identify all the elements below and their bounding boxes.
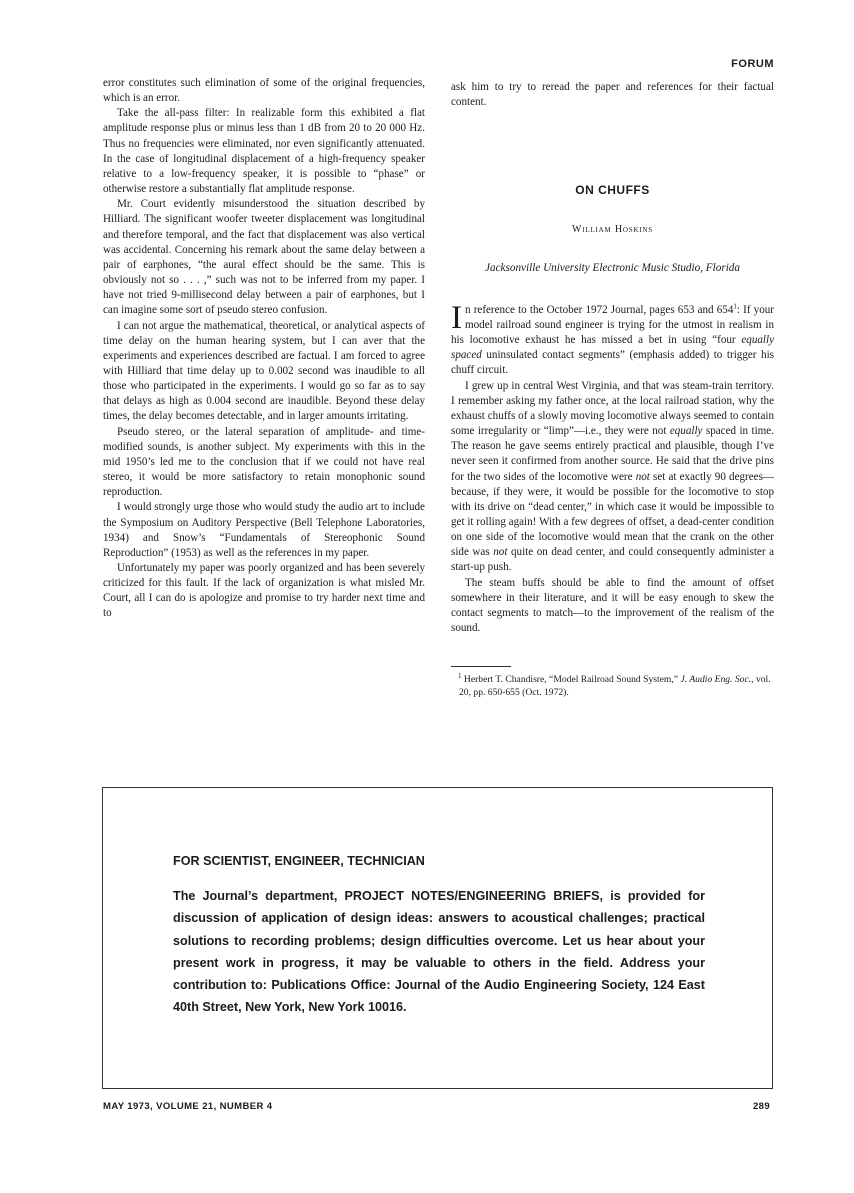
emphasis: equally spaced xyxy=(451,334,774,362)
issue-info: MAY 1973, VOLUME 21, NUMBER 4 xyxy=(103,1101,273,1112)
paragraph: error constitutes such elimination of some of the original frequencies, which is an error. xyxy=(103,77,425,105)
author-affiliation: Jacksonville University Electronic Music Studio, Florida xyxy=(485,261,740,274)
notice-heading: FOR SCIENTIST, ENGINEER, TECHNICIAN xyxy=(173,854,425,868)
page-number: 289 xyxy=(753,1101,771,1112)
paragraph xyxy=(451,379,774,576)
notice-body: The Journal’s department, PROJECT NOTES/ENGINEERING BRIEFS, is provided for discussion of application of design ideas: answers to acoustical challenges; practical solutions to recording problems; design difficulties overcome. Let us hear about your present work in progress, it may be valuable to others in the field. Address your contribution to: Publications Office: Journal of the Audio Engineering Society, 124 East 40th Street, New York, New York 10016. xyxy=(173,889,705,1015)
left-column xyxy=(103,76,425,622)
paragraph: I would strongly urge those who would study the audio art to include the Symposium on Auditory Perspective (Bell Telephone Laboratories, 1934) and Snow’s “Fundamentals of Stereophonic Sound Reproduction” (1953) as well as the references in my paper. xyxy=(103,501,425,559)
text-run: uninsulated contact segments” (emphasis added) to trigger his chuff circuit. xyxy=(451,349,774,377)
paragraph: Unfortunately my paper was poorly organized and has been severely criticized for this fault. If the lack of organization is what misled Mr. Court, all I can do is apologize and promise to try harder next time and to xyxy=(103,562,425,620)
article-title: ON CHUFFS xyxy=(575,183,650,198)
text-run: Herbert T. Chandisre, “Model Railroad Sound System,” xyxy=(461,674,681,686)
footnote-mark: 1 xyxy=(458,672,462,681)
text-run: quite on dead center, and could consequently administer a start-up push. xyxy=(451,546,774,574)
emphasis: not xyxy=(493,546,508,559)
footnote-ref: 1 xyxy=(733,302,737,311)
text-run: : If your model railroad sound engineer is trying for the utmost in realism in his locomotive exhaust he has missed a bet in using “four xyxy=(451,303,774,347)
journal-name: J. Audio Eng. Soc. xyxy=(680,674,752,686)
continuation-paragraph: ask him to try to reread the paper and references for their factual content. xyxy=(451,81,774,109)
article-author: William Hoskins xyxy=(572,224,653,236)
footnote xyxy=(451,674,774,699)
paragraph: Pseudo stereo, or the lateral separation of amplitude- and time-modified sounds, is another subject. My experiments with this in the mid 1950’s led me to the conclusion that if we could not have real stereo, it would be more satisfactory to retain monophonic sound reproduction. xyxy=(103,425,425,499)
text-run: , vol. 20, pp. 650-655 (Oct. 1972). xyxy=(459,674,771,698)
paragraph: Mr. Court evidently misunderstood the situation described by Hilliard. The significant woofer tweeter displacement was longitudinal and therefore temporal, and the fact that displacement was also vertical was accidental. Concerning his remark about the same delay between a pair of earphones, “the aural effect should be the same. This is obviously not so . . . ,” such was not to be inferred from my paper. I have not tried 9-millisecond delay between a pair of earphones, but I can imagine some sort of pseudo stereo confusion. xyxy=(103,198,425,317)
text-run: spaced in time. The reason he gave seems entirely practical and plausible, though I’ve never seen it confirmed from another source. He said that the drive pins for the two sides of the locomotive were xyxy=(451,425,774,483)
text-run: I grew up in central West Virginia, and that was steam-train territory. I remember asking my father once, at the local railroad station, why the exhaust chuffs of a slowly moving locomotive always seemed to contain some irregularity or “limp”—i.e., they were not xyxy=(451,379,774,438)
paragraph: The steam buffs should be able to find the amount of offset somewhere in their literature, and it will be easy enough to skew the contact segments to match—to the improvement of the realism of the sound. xyxy=(451,576,774,635)
text-run: set at exactly 90 degrees—because, if they were, it would be possible for the locomotive to stop with its drive on “dead center,” in which case it would be impossible to get it rolling again! With a few degrees of offset, a dead-center condition on one side of the locomotive would mean that the crank on the other side was xyxy=(451,470,774,559)
right-column xyxy=(451,80,774,699)
paragraph-opening xyxy=(451,299,774,379)
paragraph: I can not argue the mathematical, theoretical, or analytical aspects of time delay on the human hearing system, but I can aver that the experiments and experiences described are factual. I am forced to agree with Hilliard that time delay up to 0.002 second was inaudible to all those who participated in the experiments. I would go so far as to say that delays as high as 0.004 second are inaudible. Beyond these delay times, the delay becomes detectable, and in larger amounts irritating. xyxy=(103,319,425,423)
emphasis: not xyxy=(635,470,650,483)
text-run: n reference to the October 1972 Journal, pages 653 and 654 xyxy=(465,303,734,316)
footnote-rule xyxy=(451,666,511,667)
drop-cap: I xyxy=(451,299,462,336)
emphasis: equally xyxy=(669,425,703,438)
section-header: FORUM xyxy=(731,58,774,70)
paragraph: Take the all-pass filter: In realizable form this exhibited a flat amplitude response plus or minus less than 1 dB from 20 to 20 000 Hz. Thus no frequencies were eliminated, nor even significantly attenuated. In the case of longitudinal displacement of a high-frequency speaker relative to a low-frequency speaker, it is possible to “phase” or otherwise restore a substantially flat amplitude response. xyxy=(103,107,425,196)
